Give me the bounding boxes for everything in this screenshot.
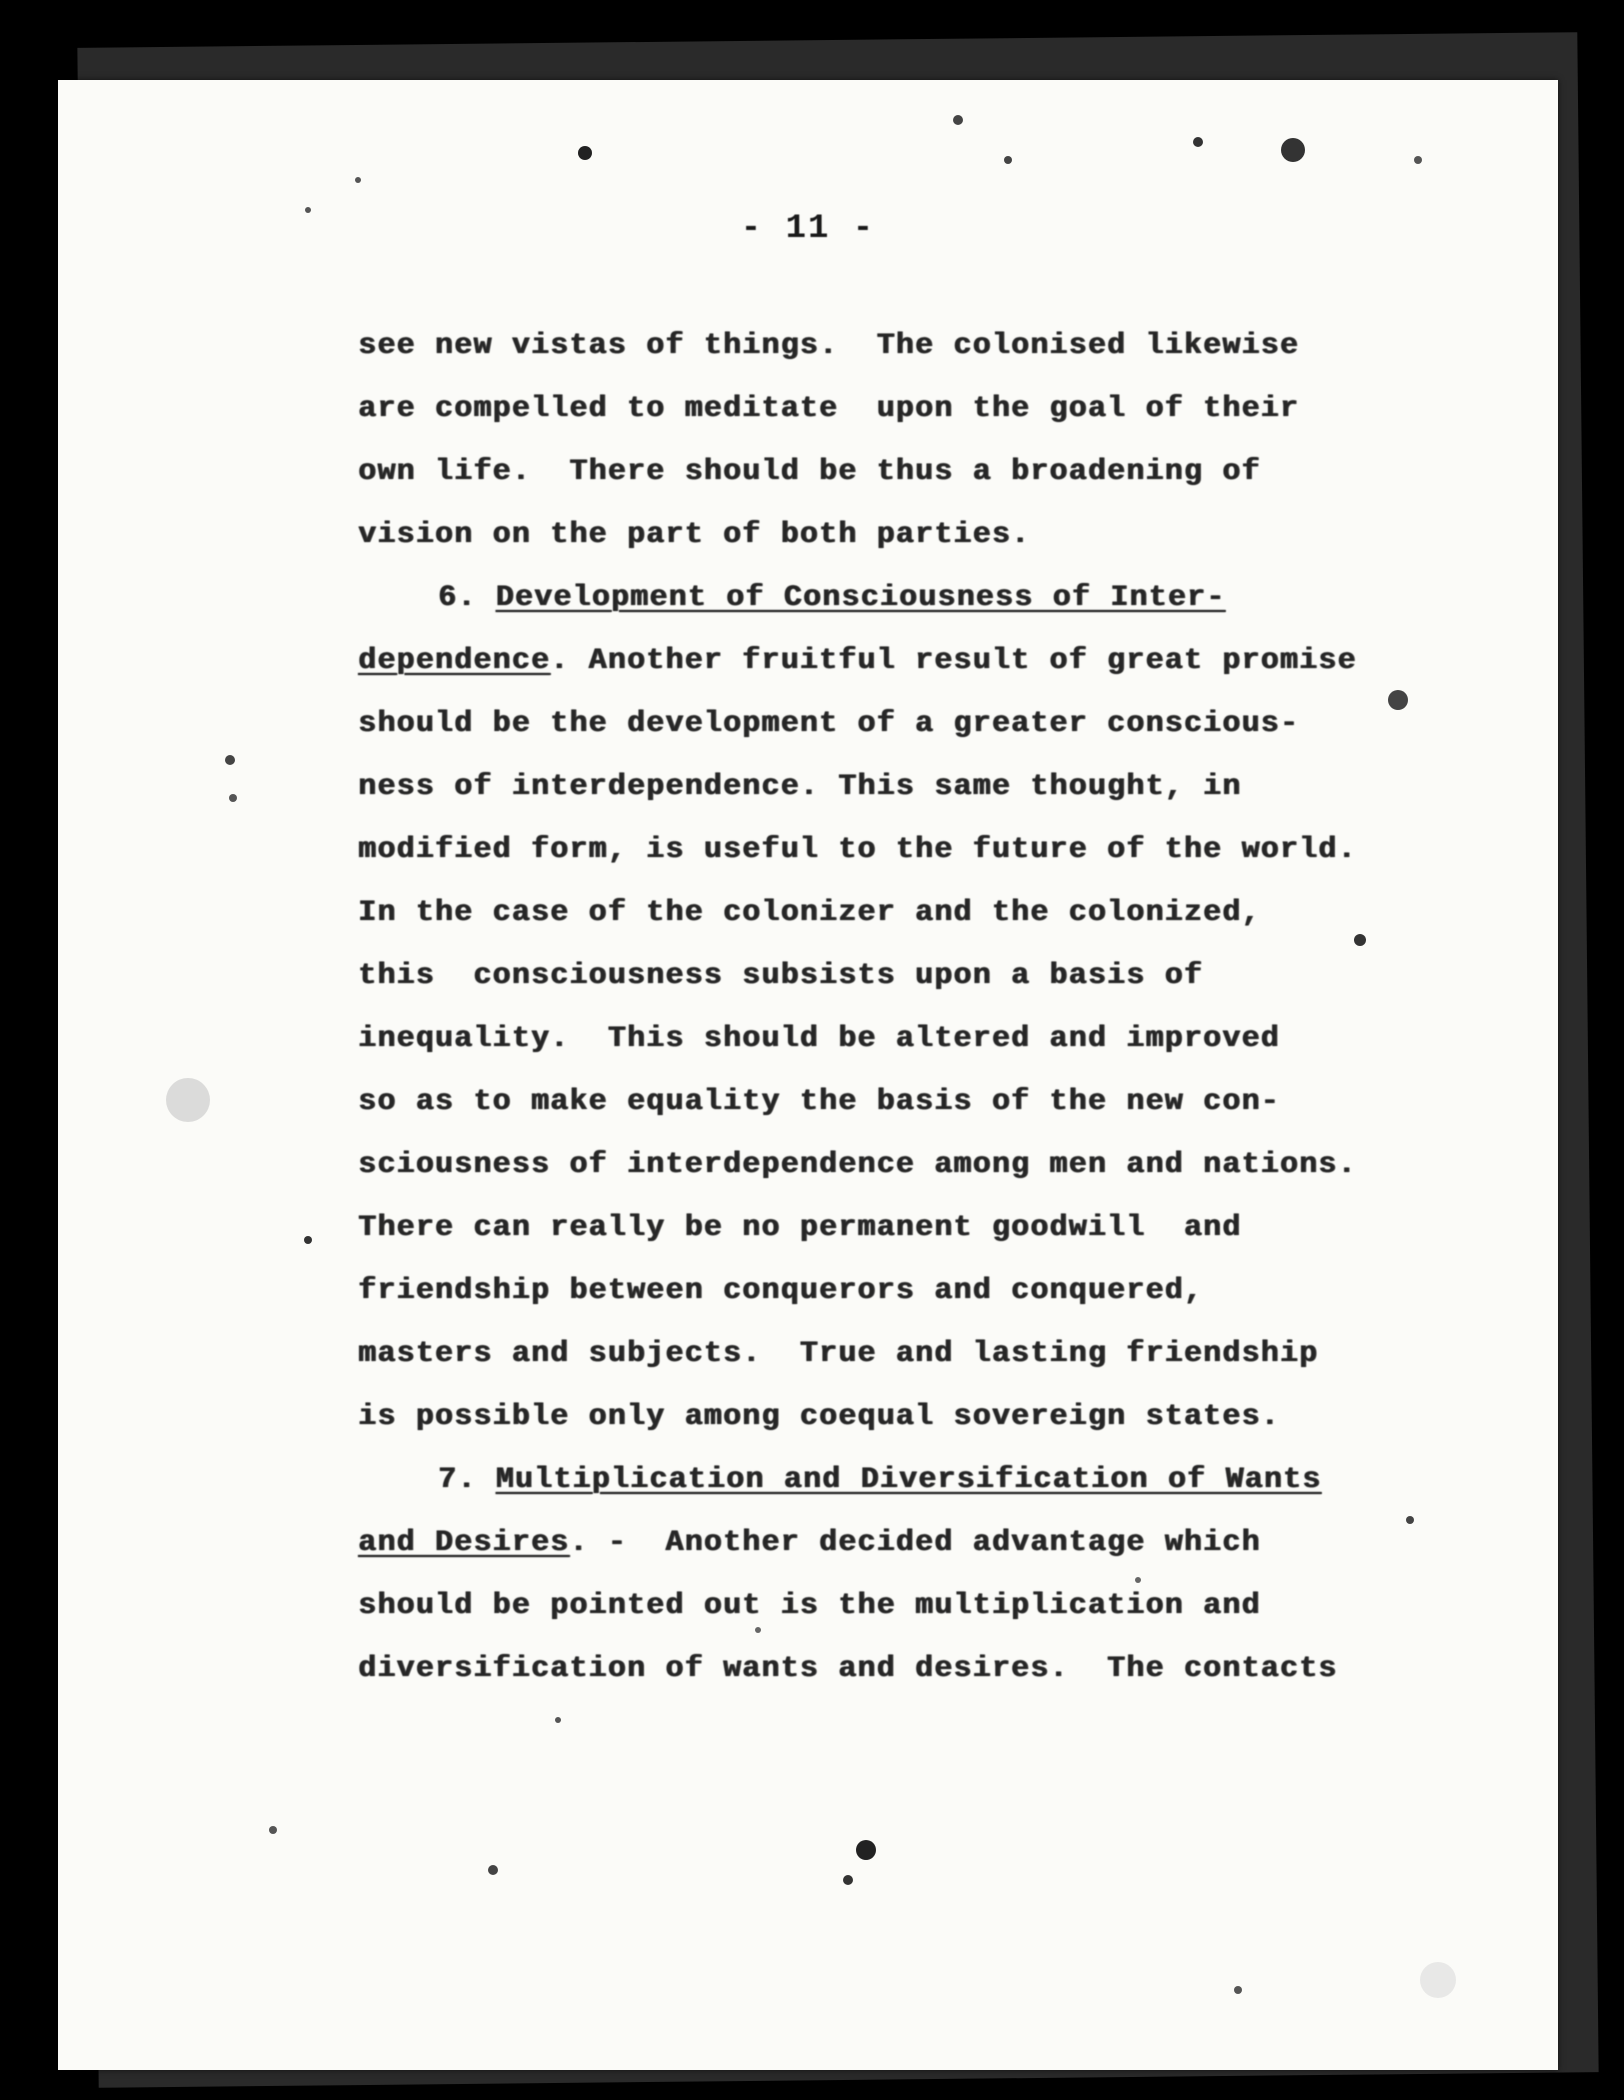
underlined-heading-text: Multiplication and Diversification of Wants <box>495 1463 1322 1497</box>
text-line <box>358 1134 1438 1197</box>
text-line <box>358 1638 1438 1701</box>
line-text: are compelled to meditate upon the goal of their <box>358 392 1299 426</box>
line-text: sciousness of interdependence among men and nations. <box>358 1148 1357 1182</box>
line-text: vision on the part of both parties. <box>358 518 1031 552</box>
line-text: diversification of wants and desires. The contacts <box>358 1652 1338 1686</box>
text-line <box>358 882 1438 945</box>
line-text: 6. <box>438 581 496 615</box>
document-page <box>58 80 1558 2070</box>
page-number: - 11 - <box>740 210 876 248</box>
text-line <box>358 819 1438 882</box>
document-body-text <box>358 315 1438 1701</box>
line-text: own life. There should be thus a broadening of <box>358 455 1261 489</box>
line-text: . Another fruitful result of great promise <box>550 644 1357 678</box>
line-text: should be the development of a greater conscious- <box>358 707 1299 741</box>
line-text: modified form, is useful to the future of the world. <box>358 833 1357 867</box>
underlined-heading-text: dependence <box>358 644 551 678</box>
line-text: 7. <box>438 1463 496 1497</box>
line-text: . - Another decided advantage which <box>569 1526 1261 1560</box>
underlined-heading-text: and Desires <box>358 1526 570 1560</box>
text-line <box>358 378 1438 441</box>
text-line <box>358 756 1438 819</box>
text-line <box>358 693 1438 756</box>
text-line <box>358 1008 1438 1071</box>
line-text: should be pointed out is the multiplication and <box>358 1589 1261 1623</box>
text-line <box>358 1512 1438 1575</box>
text-line <box>358 1386 1438 1449</box>
text-line <box>358 1197 1438 1260</box>
text-line <box>358 1575 1438 1638</box>
line-text: is possible only among coequal sovereign states. <box>358 1400 1280 1434</box>
line-text: friendship between conquerors and conquered, <box>358 1274 1203 1308</box>
line-text: ness of interdependence. This same thought, in <box>358 770 1242 804</box>
text-line <box>358 441 1438 504</box>
underlined-heading-text: Development of Consciousness of Inter- <box>495 581 1226 615</box>
text-line <box>358 1449 1438 1512</box>
text-line <box>358 1323 1438 1386</box>
text-line <box>358 945 1438 1008</box>
line-text: inequality. This should be altered and improved <box>358 1022 1280 1056</box>
line-text: masters and subjects. True and lasting friendship <box>358 1337 1319 1371</box>
line-text: see new vistas of things. The colonised likewise <box>358 329 1299 363</box>
line-text: There can really be no permanent goodwill and <box>358 1211 1242 1245</box>
text-line <box>358 315 1438 378</box>
text-line <box>358 1071 1438 1134</box>
text-line <box>358 567 1438 630</box>
line-text: In the case of the colonizer and the colonized, <box>358 896 1261 930</box>
text-line <box>358 1260 1438 1323</box>
line-text: this consciousness subsists upon a basis of <box>358 959 1203 993</box>
text-line <box>358 630 1438 693</box>
text-line <box>358 504 1438 567</box>
line-text: so as to make equality the basis of the new con- <box>358 1085 1280 1119</box>
